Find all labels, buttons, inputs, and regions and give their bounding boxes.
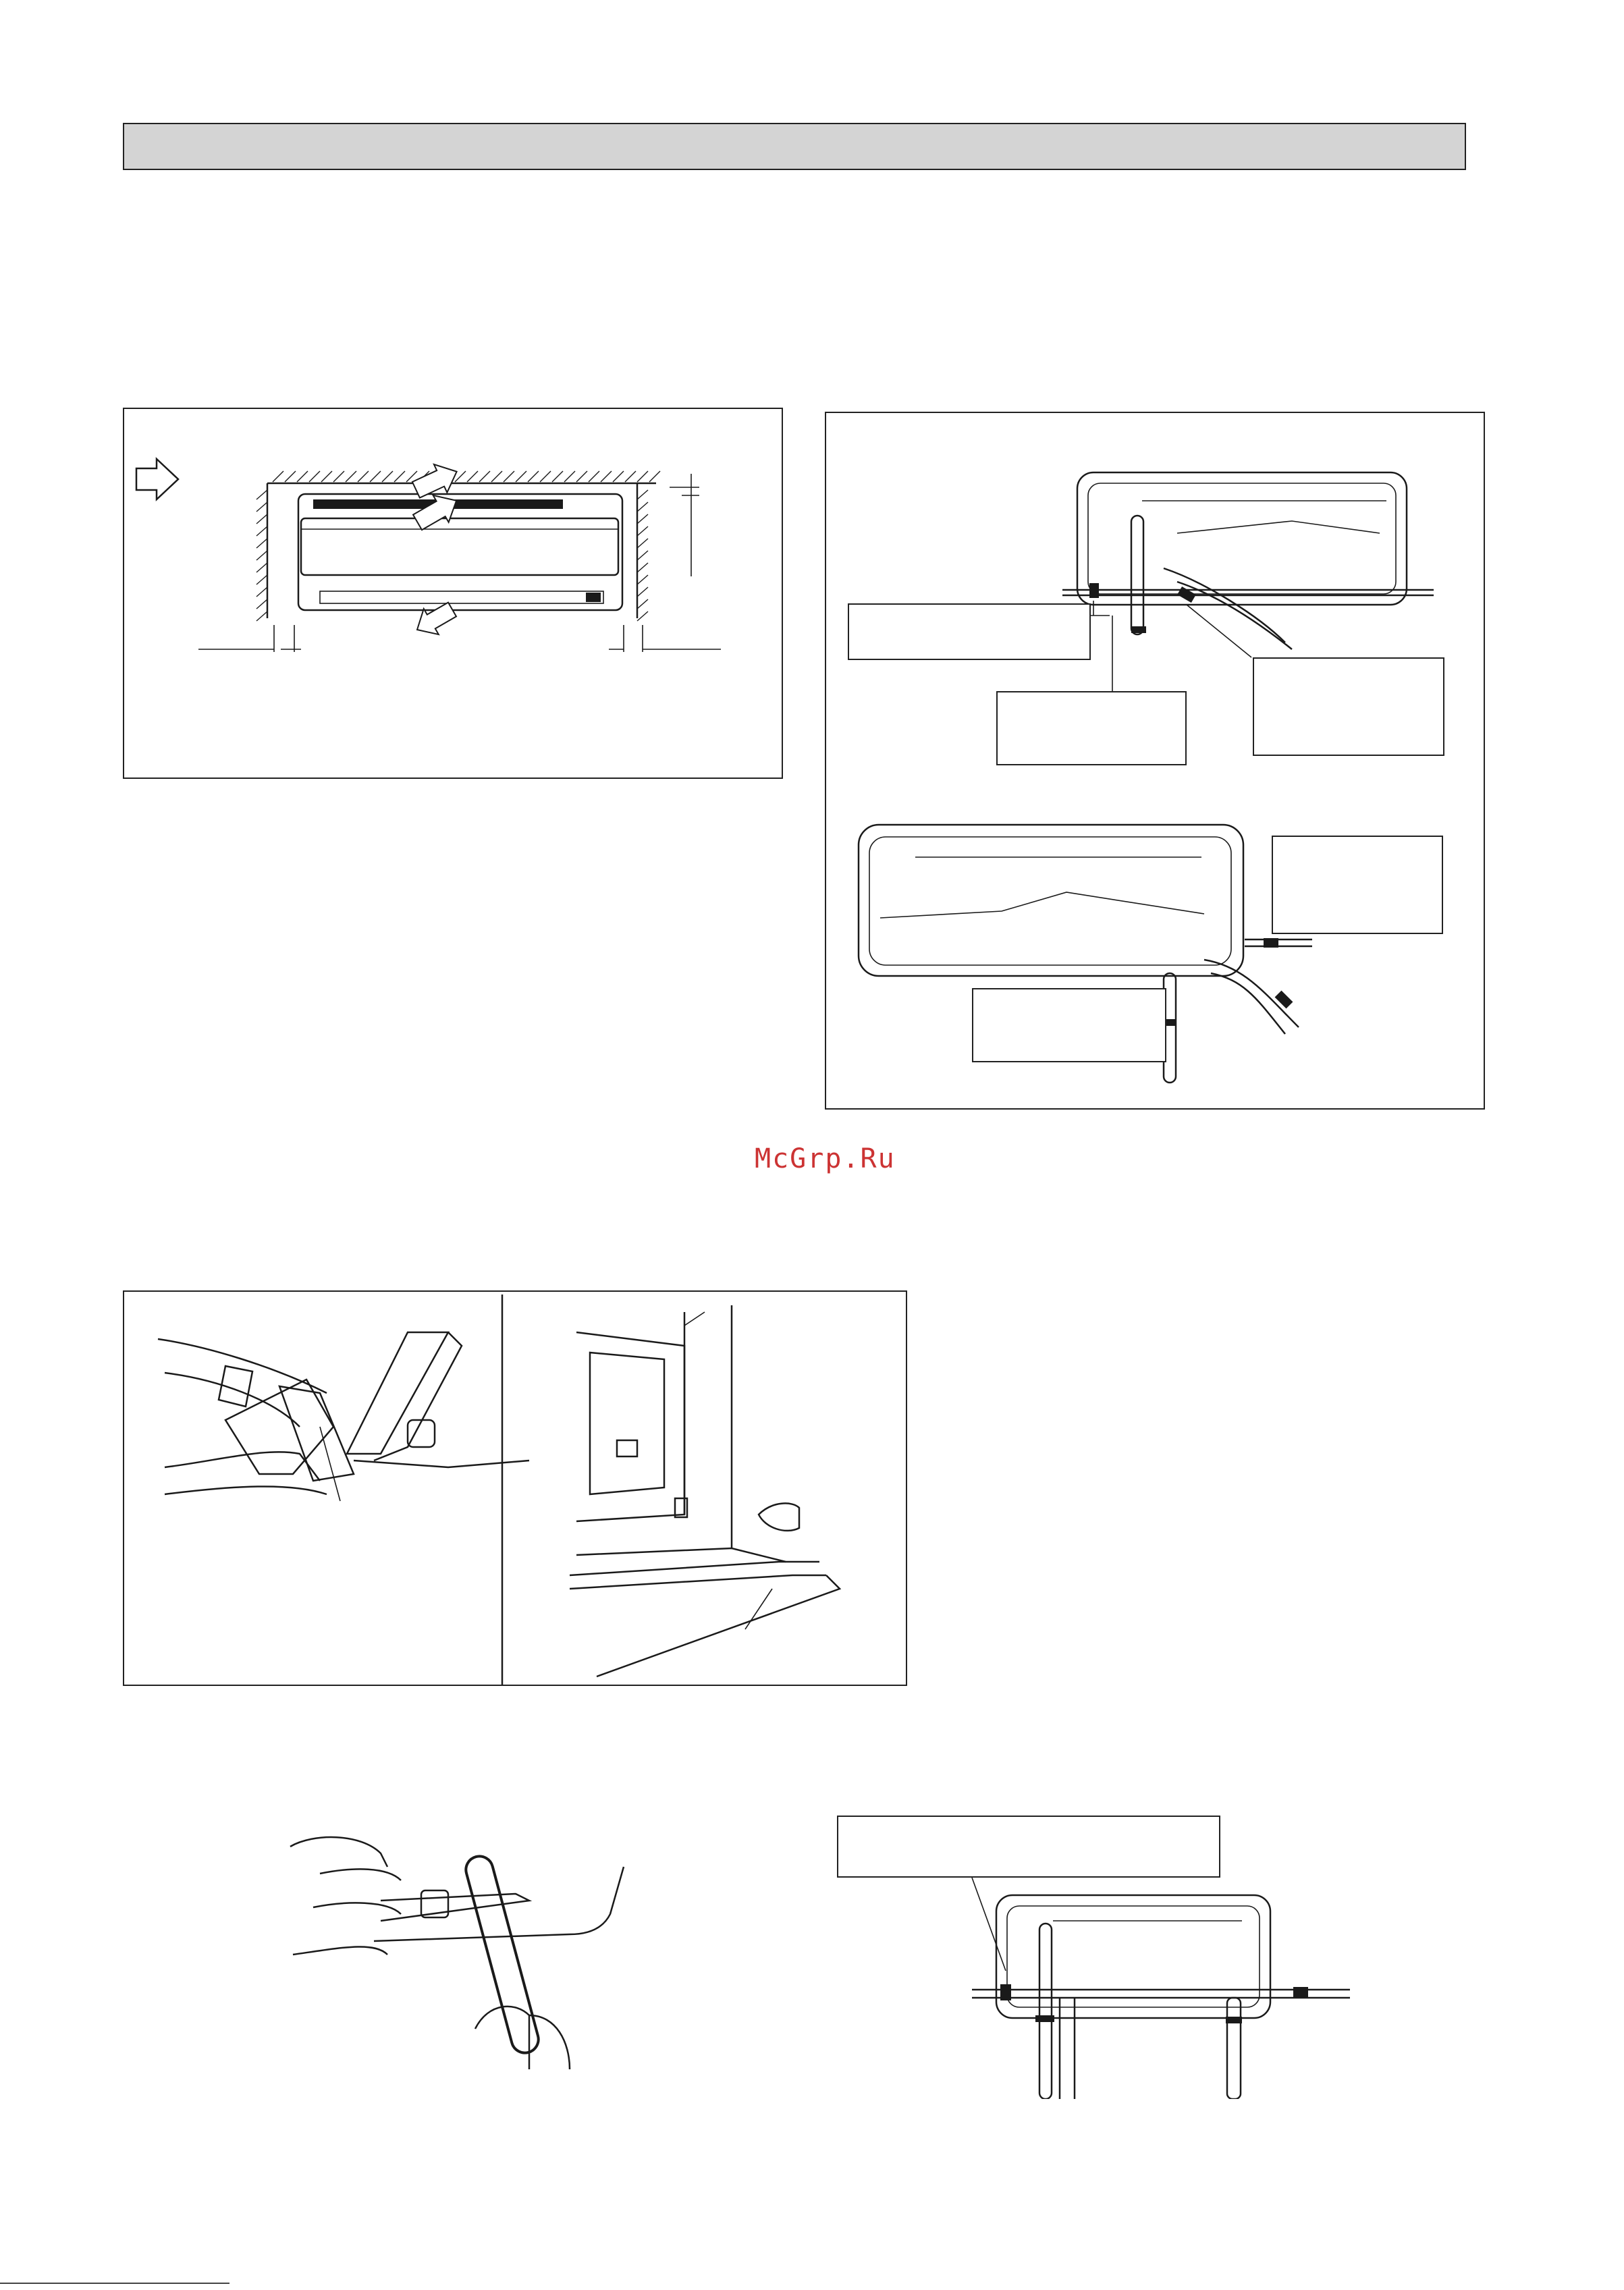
hatch-line	[370, 471, 381, 482]
hatch-line	[576, 471, 587, 482]
hatch-line	[637, 471, 648, 482]
hatch-line	[637, 575, 648, 584]
hatch-line	[256, 539, 267, 548]
indoor-unit-body	[298, 494, 622, 610]
hatch-line	[256, 599, 267, 609]
hatch-line	[309, 471, 320, 482]
hatch-line	[394, 471, 405, 482]
hatch-line	[333, 471, 344, 482]
hatch-line	[256, 575, 267, 584]
hatch-line	[589, 471, 599, 482]
hatch-line	[637, 526, 648, 536]
clearance-diagram	[124, 409, 784, 780]
watermark: McGrp.Ru	[755, 1143, 896, 1174]
footer-rule	[0, 2283, 229, 2284]
hatch-line	[346, 471, 356, 482]
hatch-line	[382, 471, 393, 482]
hatch-line	[516, 471, 526, 482]
hatch-line	[637, 611, 648, 621]
hatch-line	[256, 526, 267, 536]
hatch-line	[637, 539, 648, 548]
hatch-line	[256, 514, 267, 524]
hatch-line	[552, 471, 563, 482]
hatch-line	[601, 471, 612, 482]
hatch-line	[504, 471, 514, 482]
hatch-line	[649, 471, 660, 482]
hatch-line	[256, 490, 267, 499]
hatch-line	[637, 563, 648, 572]
hatch-line	[625, 471, 636, 482]
hatch-line	[467, 471, 478, 482]
hatch-line	[479, 471, 490, 482]
hatch-line	[256, 587, 267, 597]
spanner-figure	[286, 1826, 637, 2069]
piping-label-d	[1272, 836, 1443, 934]
hatch-line	[256, 563, 267, 572]
hatch-line	[637, 551, 648, 560]
section-title-bar	[123, 123, 1466, 170]
clearance-figure-panel	[123, 408, 783, 779]
piping-label-c	[1253, 657, 1444, 756]
hatch-line	[358, 471, 369, 482]
hatch-line	[285, 471, 296, 482]
cutting-diagram	[124, 1292, 909, 1687]
hatch-line	[637, 502, 648, 512]
hatch-line	[637, 587, 648, 597]
arrow-right-icon	[136, 459, 178, 499]
hatch-line	[273, 471, 283, 482]
hatch-line	[256, 551, 267, 560]
hatch-line	[564, 471, 575, 482]
hatch-line	[491, 471, 502, 482]
unit-side-drawing	[570, 1305, 840, 1676]
hatch-line	[256, 611, 267, 621]
hacksaw-drawing	[158, 1332, 529, 1501]
sealing-figure	[837, 1816, 1350, 2099]
hatch-line	[297, 471, 308, 482]
piping-figure-panel	[825, 412, 1485, 1110]
piping-label-b	[996, 691, 1187, 765]
hatch-line	[637, 490, 648, 499]
hatch-line	[321, 471, 332, 482]
hatch-line	[613, 471, 624, 482]
sealing-diagram	[837, 1816, 1350, 2099]
piping-label-a	[848, 603, 1091, 660]
piping-label-e	[972, 988, 1166, 1062]
hatch-line	[256, 502, 267, 512]
spanner-diagram	[286, 1826, 637, 2069]
hatch-line	[637, 514, 648, 524]
hatch-line	[540, 471, 551, 482]
hatch-line	[528, 471, 539, 482]
hatch-line	[637, 599, 648, 609]
cutting-figure-panel	[123, 1290, 907, 1686]
